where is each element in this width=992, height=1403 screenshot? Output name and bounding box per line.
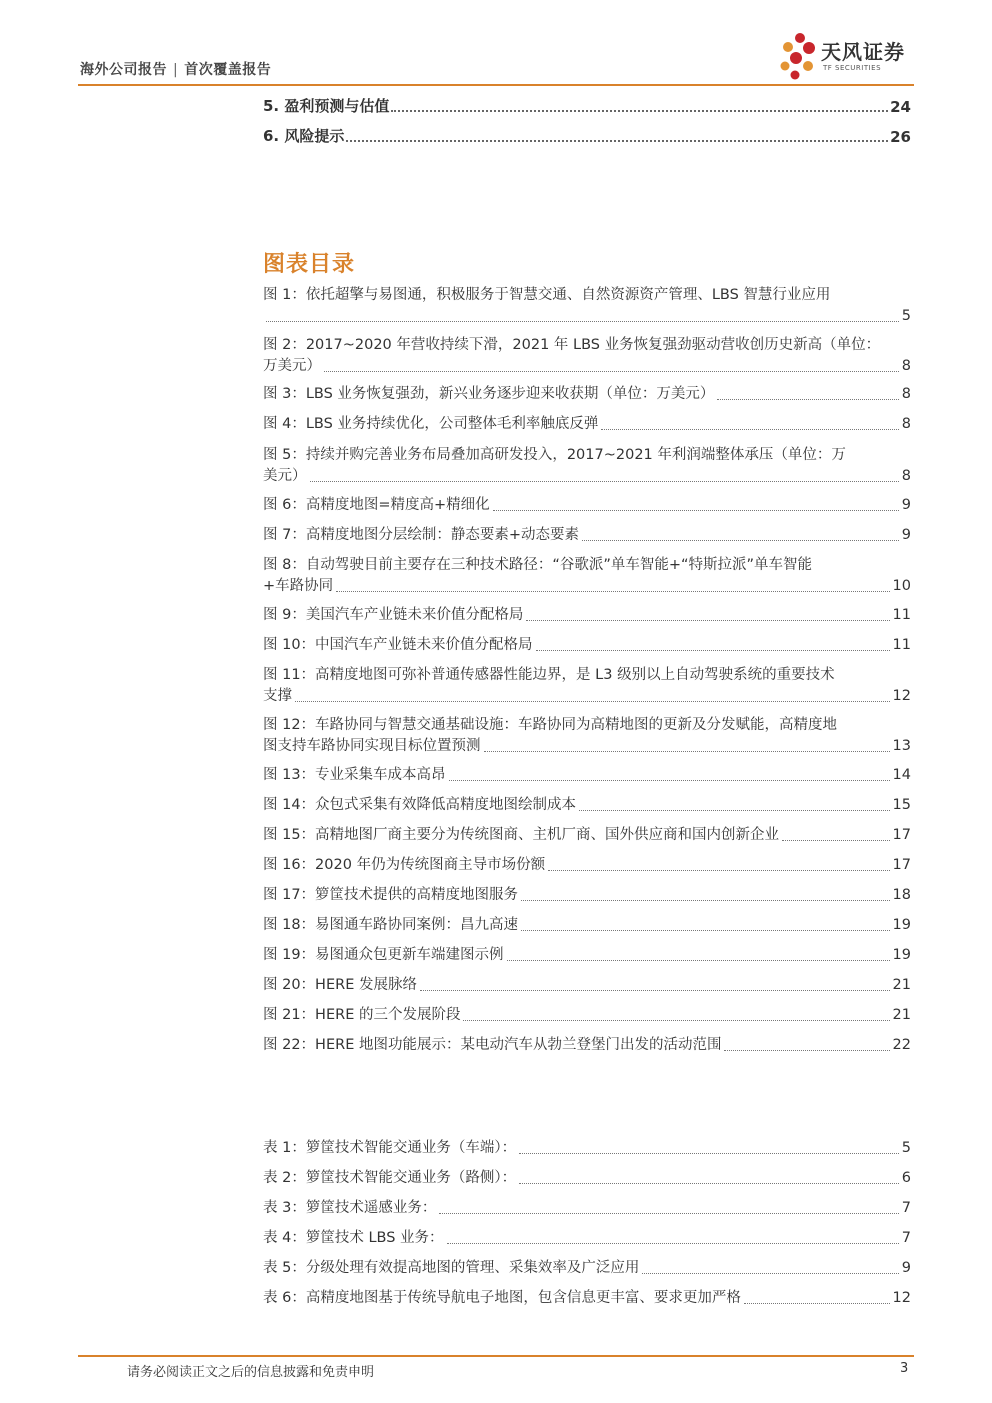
footer-page-number: 3 bbox=[900, 1361, 909, 1376]
figure-entry[interactable] bbox=[263, 605, 911, 626]
figure-entry[interactable] bbox=[263, 825, 911, 846]
toc-title: 5. 盈利预测与估值 bbox=[263, 97, 390, 115]
figure-leader-row bbox=[263, 414, 911, 435]
report-type-header bbox=[80, 59, 271, 79]
figure-entry[interactable] bbox=[263, 635, 911, 656]
figure-leader-row bbox=[263, 825, 911, 846]
figure-leader-row bbox=[263, 635, 911, 656]
dot-leader bbox=[582, 540, 899, 541]
figure-leader-row bbox=[263, 1005, 911, 1026]
figure-entry[interactable] bbox=[263, 495, 911, 516]
figure-title-line: 图 8：自动驾驶目前主要存在三种技术路径：“谷歌派”单车智能+“特斯拉派”单车智能 bbox=[263, 557, 813, 573]
table-page: 9 bbox=[901, 1260, 911, 1276]
figure-page: 10 bbox=[892, 578, 911, 594]
figure-entry[interactable] bbox=[263, 855, 911, 876]
figure-entry[interactable] bbox=[263, 975, 911, 996]
table-entry[interactable] bbox=[263, 1168, 911, 1189]
dot-leader bbox=[521, 930, 889, 931]
dot-leader bbox=[449, 780, 890, 781]
figure-page: 21 bbox=[892, 1007, 911, 1023]
figure-page: 8 bbox=[901, 386, 911, 402]
figure-page: 11 bbox=[892, 637, 911, 653]
figure-page: 9 bbox=[901, 497, 911, 513]
figure-entry[interactable] bbox=[263, 384, 911, 405]
header-right-label: 首次覆盖报告 bbox=[184, 62, 272, 78]
dot-leader bbox=[493, 510, 899, 511]
figure-title-line: 图 11：高精度地图可弥补普通传感器性能边界，是 L3 级别以上自动驾驶系统的重要技术 bbox=[263, 667, 835, 683]
figure-title-continuation: 图 3：LBS 业务恢复强劲，新兴业务逐步迎来收获期（单位：万美元） bbox=[263, 386, 715, 402]
dot-leader bbox=[548, 870, 889, 871]
table-leader-row bbox=[263, 1288, 911, 1309]
figure-title-continuation: 图 6：高精度地图=精度高+精细化 bbox=[263, 497, 490, 513]
figure-entry[interactable] bbox=[263, 885, 911, 906]
figure-page: 8 bbox=[901, 358, 911, 374]
dot-leader bbox=[507, 960, 890, 961]
table-title: 表 2：箩筐技术智能交通业务（路侧）： bbox=[263, 1170, 517, 1186]
figure-title-continuation: 图 18：易图通车路协同案例：昌九高速 bbox=[263, 917, 519, 933]
figure-leader-row bbox=[263, 795, 911, 816]
dot-leader bbox=[519, 1183, 899, 1184]
figure-title-continuation: 图支持车路协同实现目标位置预测 bbox=[263, 738, 481, 754]
figure-page: 11 bbox=[892, 607, 911, 623]
dot-leader bbox=[744, 1303, 890, 1304]
figure-leader-row bbox=[263, 885, 911, 906]
figure-title-continuation: 图 16：2020 年仍为传统图商主导市场份额 bbox=[263, 857, 546, 873]
table-page: 6 bbox=[901, 1170, 911, 1186]
table-entry[interactable] bbox=[263, 1228, 911, 1249]
table-page: 7 bbox=[901, 1200, 911, 1216]
figure-title-continuation: 图 4：LBS 业务持续优化，公司整体毛利率触底反弹 bbox=[263, 416, 599, 432]
figure-page: 21 bbox=[892, 977, 911, 993]
figure-entry[interactable] bbox=[263, 525, 911, 546]
figure-leader-row bbox=[263, 765, 911, 786]
dot-leader bbox=[463, 1020, 889, 1021]
logo-chinese-name: 天风证券 bbox=[821, 40, 905, 64]
dot-leader bbox=[266, 321, 899, 322]
dot-leader bbox=[782, 840, 889, 841]
toc-page: 26 bbox=[890, 128, 911, 146]
dot-leader bbox=[642, 1273, 898, 1274]
figure-entry[interactable] bbox=[263, 665, 911, 707]
figure-title-continuation: 万美元） bbox=[263, 358, 321, 374]
figure-entry[interactable] bbox=[263, 765, 911, 786]
figure-title-continuation: 图 19：易图通众包更新车端建图示例 bbox=[263, 947, 504, 963]
footer-disclaimer: 请务必阅读正文之后的信息披露和免责申明 bbox=[127, 1365, 375, 1380]
figure-title-continuation: 图 14：众包式采集有效降低高精度地图绘制成本 bbox=[263, 797, 577, 813]
table-leader-row bbox=[263, 1138, 911, 1159]
figure-title-continuation: 图 22：HERE 地图功能展示：某电动汽车从勃兰登堡门出发的活动范围 bbox=[263, 1037, 722, 1053]
toc-entry[interactable] bbox=[263, 94, 911, 116]
figure-entry[interactable] bbox=[263, 1005, 911, 1026]
figure-page: 15 bbox=[892, 797, 911, 813]
dot-leader bbox=[447, 1243, 899, 1244]
figure-leader-row bbox=[263, 525, 911, 546]
table-leader-row bbox=[263, 1168, 911, 1189]
table-leader-row bbox=[263, 1198, 911, 1219]
table-entry[interactable] bbox=[263, 1258, 911, 1279]
company-logo bbox=[778, 30, 918, 84]
table-title: 表 4：箩筐技术 LBS 业务： bbox=[263, 1230, 444, 1246]
dot-leader bbox=[439, 1213, 898, 1214]
figure-leader-row bbox=[263, 356, 911, 377]
figure-page: 17 bbox=[892, 857, 911, 873]
dot-leader bbox=[336, 591, 889, 592]
figure-entry[interactable] bbox=[263, 945, 911, 966]
figure-leader-row bbox=[263, 686, 911, 707]
figure-title-continuation: 图 15：高精地图厂商主要分为传统图商、主机厂商、国外供应商和国内创新企业 bbox=[263, 827, 780, 843]
figure-title-line: 图 2：2017~2020 年营收持续下滑，2021 年 LBS 业务恢复强劲驱动营收创历史新高（单位： bbox=[263, 337, 881, 353]
figure-page: 9 bbox=[901, 527, 911, 543]
figure-page: 8 bbox=[901, 468, 911, 484]
figure-entry[interactable] bbox=[263, 915, 911, 936]
table-entry[interactable] bbox=[263, 1288, 911, 1309]
logo-flower-icon bbox=[778, 30, 820, 84]
figure-leader-row bbox=[263, 945, 911, 966]
dot-leader bbox=[519, 1153, 899, 1154]
figure-leader-row bbox=[263, 605, 911, 626]
figure-page: 13 bbox=[892, 738, 911, 754]
header-divider bbox=[78, 84, 914, 86]
figure-leader-row bbox=[263, 495, 911, 516]
figure-entry[interactable] bbox=[263, 414, 911, 435]
table-title: 表 1：箩筐技术智能交通业务（车端）： bbox=[263, 1140, 517, 1156]
dot-leader bbox=[526, 620, 889, 621]
figure-page: 5 bbox=[901, 308, 911, 324]
table-page: 5 bbox=[901, 1140, 911, 1156]
dot-leader bbox=[310, 481, 899, 482]
table-page: 12 bbox=[892, 1290, 911, 1306]
figure-leader-row bbox=[263, 466, 911, 487]
figures-section-title: 图表目录 bbox=[263, 252, 356, 277]
figure-leader-row bbox=[263, 736, 911, 757]
dot-leader bbox=[391, 110, 888, 112]
table-entry[interactable] bbox=[263, 1198, 911, 1219]
figure-leader-row bbox=[263, 915, 911, 936]
dot-leader bbox=[324, 371, 899, 372]
figure-title-continuation: 图 9：美国汽车产业链未来价值分配格局 bbox=[263, 607, 524, 623]
figure-leader-row bbox=[263, 384, 911, 405]
toc-title: 6. 风险提示 bbox=[263, 127, 345, 145]
table-title: 表 6：高精度地图基于传统导航电子地图，包含信息更丰富、要求更加严格 bbox=[263, 1290, 741, 1306]
figure-title-continuation: 支撑 bbox=[263, 688, 292, 704]
figure-leader-row bbox=[263, 306, 911, 327]
logo-english-name: TF SECURITIES bbox=[823, 64, 882, 72]
figure-title-continuation: +车路协同 bbox=[263, 578, 334, 594]
table-leader-row bbox=[263, 1228, 911, 1249]
dot-leader bbox=[420, 990, 890, 991]
table-entry[interactable] bbox=[263, 1138, 911, 1159]
figure-page: 8 bbox=[901, 416, 911, 432]
figure-page: 19 bbox=[892, 917, 911, 933]
dot-leader bbox=[601, 429, 898, 430]
figure-page: 19 bbox=[892, 947, 911, 963]
figure-title-line: 图 1：依托超擎与易图通，积极服务于智慧交通、自然资源资产管理、LBS 智慧行业应用 bbox=[263, 287, 831, 303]
figure-entry[interactable] bbox=[263, 795, 911, 816]
figure-page: 22 bbox=[892, 1037, 911, 1053]
toc-entry[interactable] bbox=[263, 124, 911, 146]
figure-title-continuation: 图 20：HERE 发展脉络 bbox=[263, 977, 417, 993]
table-leader-row bbox=[263, 1258, 911, 1279]
figure-entry[interactable] bbox=[263, 555, 911, 597]
dot-leader bbox=[724, 1050, 889, 1051]
dot-leader bbox=[579, 810, 889, 811]
figure-page: 12 bbox=[892, 688, 911, 704]
dot-leader bbox=[484, 751, 890, 752]
figure-title-continuation: 图 7：高精度地图分层绘制：静态要素+动态要素 bbox=[263, 527, 579, 543]
figure-entry[interactable] bbox=[263, 285, 911, 327]
figure-leader-row bbox=[263, 1035, 911, 1056]
figure-page: 14 bbox=[892, 767, 911, 783]
figure-title-continuation: 图 10：中国汽车产业链未来价值分配格局 bbox=[263, 637, 533, 653]
table-title: 表 3：箩筐技术遥感业务： bbox=[263, 1200, 437, 1216]
figure-title-continuation: 图 17：箩筐技术提供的高精度地图服务 bbox=[263, 887, 519, 903]
figure-title-continuation: 图 13：专业采集车成本高昂 bbox=[263, 767, 446, 783]
figure-title-line: 图 12：车路协同与智慧交通基础设施：车路协同为高精地图的更新及分发赋能，高精度地 bbox=[263, 717, 838, 733]
dot-leader bbox=[346, 140, 888, 142]
figure-entry[interactable] bbox=[263, 1035, 911, 1056]
table-title: 表 5：分级处理有效提高地图的管理、采集效率及广泛应用 bbox=[263, 1260, 640, 1276]
figure-page: 18 bbox=[892, 887, 911, 903]
figure-entry[interactable] bbox=[263, 335, 911, 377]
dot-leader bbox=[521, 900, 889, 901]
dot-leader bbox=[717, 399, 898, 400]
header-left-label: 海外公司报告 bbox=[80, 62, 167, 78]
figure-leader-row bbox=[263, 855, 911, 876]
table-page: 7 bbox=[901, 1230, 911, 1246]
figure-title-continuation: 美元） bbox=[263, 468, 307, 484]
figure-title-continuation: 图 21：HERE 的三个发展阶段 bbox=[263, 1007, 461, 1023]
header-separator: | bbox=[173, 62, 179, 78]
footer-divider bbox=[78, 1355, 914, 1357]
figure-page: 17 bbox=[892, 827, 911, 843]
figure-leader-row bbox=[263, 975, 911, 996]
dot-leader bbox=[295, 701, 890, 702]
dot-leader bbox=[536, 650, 890, 651]
figure-entry[interactable] bbox=[263, 445, 911, 487]
figure-leader-row bbox=[263, 576, 911, 597]
toc-page: 24 bbox=[890, 98, 911, 116]
figure-title-line: 图 5：持续并购完善业务布局叠加高研发投入，2017~2021 年利润端整体承压（单位：万 bbox=[263, 447, 846, 463]
figure-entry[interactable] bbox=[263, 715, 911, 757]
